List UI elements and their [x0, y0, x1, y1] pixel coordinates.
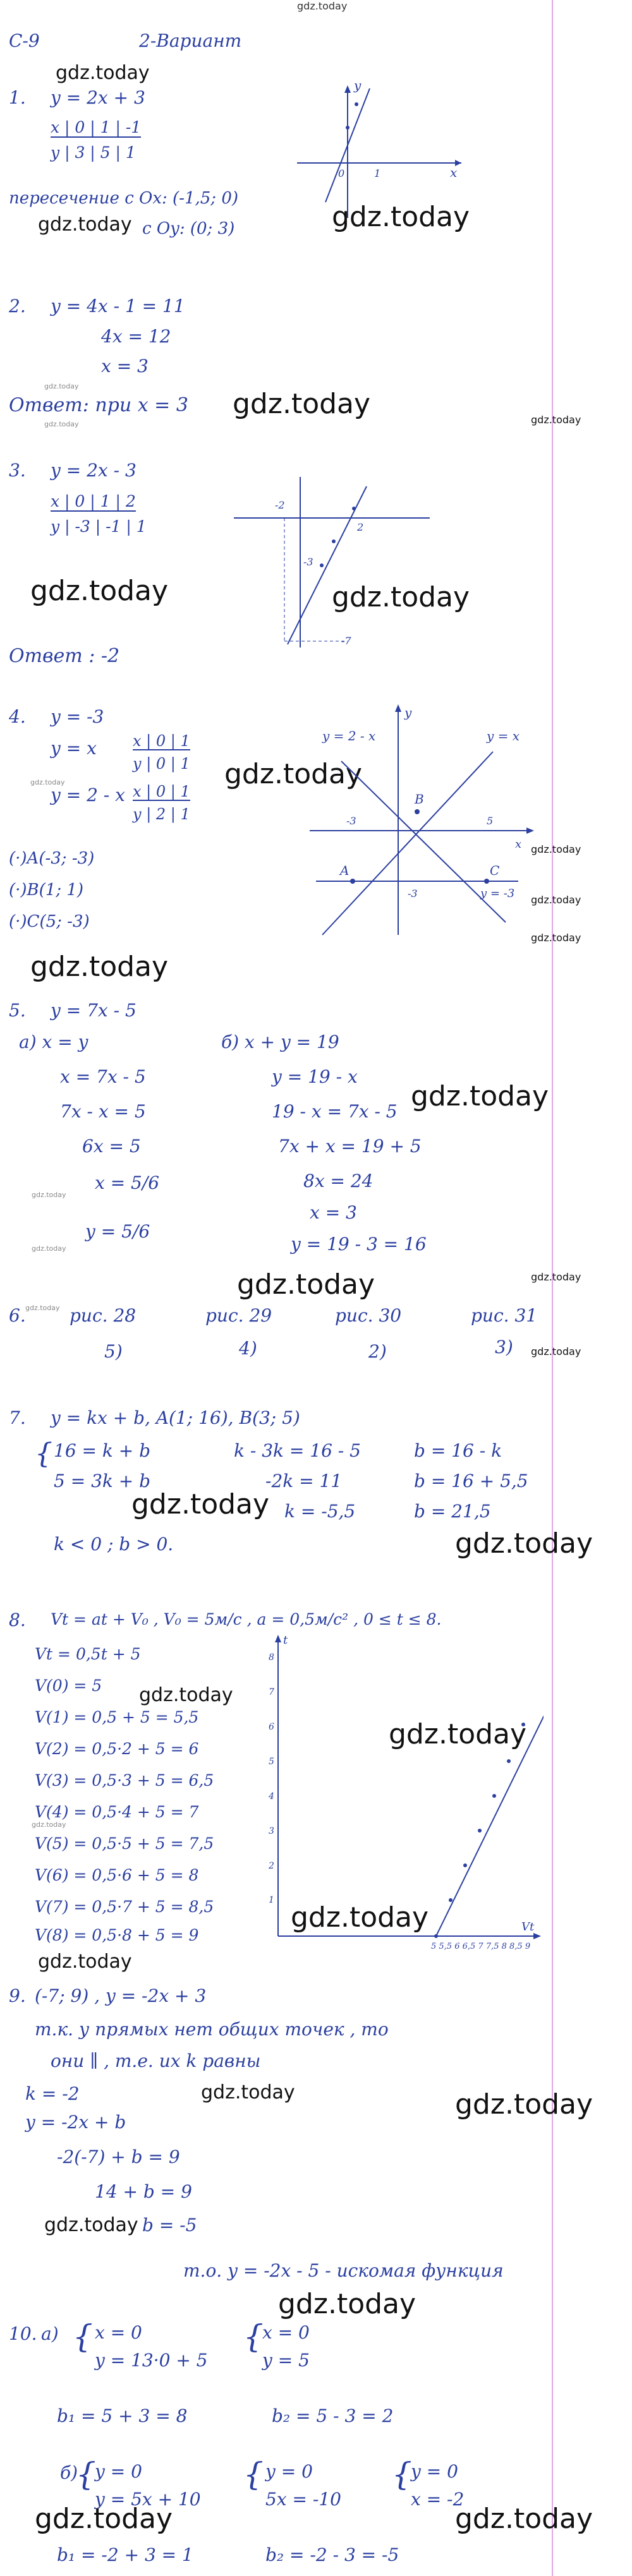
- task10-a-sys4: y = 5: [262, 2350, 310, 2371]
- task5-b-line: 8x = 24: [303, 1171, 374, 1191]
- header-variant: 2-Вариант: [139, 30, 242, 51]
- task8-num: 8.: [9, 1610, 26, 1630]
- task8-graph-x-ticks: 5 5,5 6 6,5 7 7,5 8 8,5 9: [431, 1942, 531, 1951]
- watermark: gdz.today: [531, 932, 581, 944]
- task8-graph-y-tick: 7: [269, 1687, 274, 1697]
- task4-graph-5: 5: [487, 815, 494, 827]
- task1-ox-intersection: пересечение с Ox: (-1,5; 0): [9, 189, 239, 208]
- task10-b-sys6: x = -2: [411, 2489, 465, 2510]
- watermark: gdz.today: [35, 2503, 173, 2535]
- task7-right-line2: b = 16 + 5,5: [414, 1471, 528, 1491]
- task3-graph-2: 2: [357, 521, 364, 533]
- task5-b-line: x = 3: [310, 1202, 357, 1223]
- task10-b2: b₂ = 5 - 3 = 2: [272, 2405, 394, 2426]
- task4-graph-label-y2x: y = 2 - x: [322, 728, 376, 743]
- task7-right-line3: b = 21,5: [414, 1501, 491, 1522]
- task4-line3: y = 2 - x: [51, 785, 125, 805]
- task8-graph-y-tick: 4: [269, 1791, 274, 1802]
- task7-num: 7.: [9, 1407, 26, 1428]
- task9-num: 9.: [9, 1985, 26, 2006]
- task6-answer: 4): [239, 1338, 257, 1359]
- task4-point-c: (·)C(5; -3): [9, 912, 90, 931]
- task1-table-x: x | 0 | 1 | -1: [51, 118, 142, 136]
- task8-graph-y-tick: 2: [269, 1861, 274, 1871]
- task3-table-y: y | -3 | -1 | 1: [51, 517, 147, 536]
- task10-a-label: а): [41, 2323, 59, 2344]
- watermark: gdz.today: [38, 1951, 132, 1973]
- task1-graph-x-label: x: [450, 165, 458, 180]
- task1-equation: y = 2x + 3: [51, 87, 145, 108]
- watermark: gdz.today: [389, 1718, 527, 1750]
- task5-equation: y = 7x - 5: [51, 1000, 137, 1021]
- task6-pic: рис. 28: [70, 1305, 137, 1326]
- watermark: gdz.today: [131, 1488, 270, 1520]
- task8-line: Vt = 0,5t + 5: [35, 1645, 141, 1663]
- task4-table1-y: y | 0 | 1: [133, 755, 190, 773]
- task5-b-line: y = 19 - 3 = 16: [291, 1234, 427, 1255]
- task4-graph-y-label: y: [404, 705, 412, 720]
- task1-oy-intersection: с Oy: (0; 3): [142, 219, 235, 238]
- task1-graph-one: 1: [374, 167, 381, 179]
- task10-b1: b₁ = 5 + 3 = 8: [57, 2405, 188, 2426]
- task1-graph-zero: 0: [338, 167, 345, 179]
- task9-line7: b = -5: [142, 2215, 197, 2236]
- task3-graph-m3: -3: [303, 556, 313, 568]
- task7-right-line1: b = 16 - k: [414, 1440, 502, 1461]
- task8-line: V(2) = 0,5·2 + 5 = 6: [35, 1740, 199, 1758]
- watermark: gdz.today: [531, 1345, 581, 1357]
- task2-line3: x = 3: [101, 356, 149, 376]
- system-brace: {: [243, 2318, 264, 2355]
- watermark: gdz.today: [237, 1268, 375, 1301]
- watermark: gdz.today: [139, 1684, 233, 1706]
- task4-graph: [297, 701, 544, 941]
- watermark: gdz.today: [44, 2214, 138, 2236]
- system-brace: {: [243, 2456, 264, 2493]
- task4-table2-x: x | 0 | 1: [133, 783, 190, 800]
- watermark: gdz.today: [30, 778, 65, 786]
- task9-line2: они ∥ , т.е. их k равны: [51, 2050, 261, 2071]
- task1-graph: [291, 76, 468, 221]
- task7-equation: y = kx + b, A(1; 16), B(3; 5): [51, 1407, 300, 1428]
- task5-a-line: x = 5/6: [95, 1172, 160, 1193]
- task3-graph: [228, 471, 436, 654]
- task9-line1: т.к. у прямых нет общих точек , то: [35, 2019, 389, 2040]
- task10-a-sys1: x = 0: [95, 2322, 142, 2343]
- task8-line: V(3) = 0,5·3 + 5 = 6,5: [35, 1771, 214, 1790]
- task4-graph-m3-x: -3: [346, 815, 356, 827]
- task8-graph-y-label: t: [283, 1634, 288, 1647]
- task9-line6: 14 + b = 9: [95, 2181, 192, 2202]
- task2-line2: 4x = 12: [101, 326, 171, 347]
- task4-graph-label-ym3: y = -3: [480, 887, 515, 900]
- watermark: gdz.today: [278, 2288, 416, 2320]
- task4-graph-c: C: [490, 863, 500, 878]
- task6-pic: рис. 29: [205, 1305, 272, 1326]
- task5-a-line: 6x = 5: [82, 1136, 141, 1157]
- task7-middle-line2: -2k = 11: [265, 1471, 343, 1491]
- task7-conclusion: k < 0 ; b > 0.: [54, 1534, 174, 1555]
- task8-line: V(6) = 0,5·6 + 5 = 8: [35, 1866, 199, 1884]
- watermark: gdz.today: [455, 1527, 593, 1560]
- watermark: gdz.today: [531, 414, 581, 426]
- task4-point-a: (·)A(-3; -3): [9, 849, 95, 868]
- task3-answer: Ответ : -2: [9, 645, 120, 667]
- system-brace: {: [73, 2318, 93, 2355]
- watermark: gdz.today: [44, 420, 79, 428]
- task7-middle-line3: k = -5,5: [284, 1501, 356, 1522]
- task6-num: 6.: [9, 1305, 26, 1326]
- task8-graph-x-label: Vt: [521, 1920, 535, 1934]
- task1-graph-y-label: y: [354, 78, 362, 93]
- task5-b-line: y = 19 - x: [272, 1066, 358, 1087]
- task10-a-sys3: x = 0: [262, 2322, 310, 2343]
- task1-table-y: y | 3 | 5 | 1: [51, 143, 136, 162]
- task8-line: V(5) = 0,5·5 + 5 = 7,5: [35, 1834, 214, 1853]
- task10-a-sys2: y = 13·0 + 5: [95, 2350, 208, 2371]
- watermark: gdz.today: [531, 1271, 581, 1283]
- watermark: gdz.today: [224, 758, 363, 790]
- task10-b-sys3: y = 0: [265, 2461, 313, 2482]
- task7-middle-line1: k - 3k = 16 - 5: [234, 1440, 361, 1461]
- task10-b-sys5: y = 0: [411, 2461, 458, 2482]
- task4-graph-m3-y: -3: [408, 888, 418, 900]
- watermark: gdz.today: [332, 581, 470, 613]
- task6-pic: рис. 30: [335, 1305, 402, 1326]
- watermark: gdz.today: [30, 575, 169, 607]
- task9-header: (-7; 9) , y = -2x + 3: [35, 1985, 207, 2006]
- task6-answer: 3): [495, 1337, 513, 1357]
- task8-line: V(1) = 0,5 + 5 = 5,5: [35, 1708, 199, 1726]
- task5-a-line: x = 7x - 5: [60, 1066, 146, 1087]
- task7-system-line1: 16 = k + b: [54, 1440, 151, 1461]
- task4-line1: y = -3: [51, 706, 104, 727]
- watermark: gdz.today: [56, 62, 150, 84]
- system-brace: {: [392, 2456, 412, 2493]
- task8-line: V(7) = 0,5·7 + 5 = 8,5: [35, 1898, 214, 1916]
- task3-graph-m2: -2: [275, 499, 285, 511]
- watermark: gdz.today: [411, 1080, 549, 1112]
- task5-b-line: 7x + x = 19 + 5: [278, 1136, 422, 1157]
- task4-point-b: (·)B(1; 1): [9, 881, 84, 900]
- system-brace: {: [76, 2456, 96, 2493]
- watermark: gdz.today: [32, 1191, 66, 1199]
- watermark: gdz.today: [455, 2088, 593, 2121]
- task5-a-line: 7x - x = 5: [60, 1101, 146, 1122]
- task2-line1: y = 4x - 1 = 11: [51, 296, 185, 316]
- task9-line3: k = -2: [25, 2083, 80, 2104]
- task8-graph-y-tick: 6: [269, 1722, 274, 1732]
- task8-graph-y-tick: 8: [269, 1652, 274, 1663]
- task9-line5: -2(-7) + b = 9: [57, 2146, 180, 2167]
- margin-line: [552, 0, 553, 2576]
- task6-pic: рис. 31: [471, 1305, 538, 1326]
- task10-b-sys4: 5x = -10: [265, 2489, 341, 2510]
- task10-b4: b₂ = -2 - 3 = -5: [265, 2544, 399, 2565]
- watermark: gdz.today: [455, 2503, 593, 2535]
- task4-line2: y = x: [51, 738, 97, 759]
- task5-num: 5.: [9, 1000, 26, 1021]
- task9-conclusion: т.о. y = -2x - 5 - искомая функция: [183, 2260, 504, 2281]
- watermark: gdz.today: [201, 2081, 295, 2104]
- task4-table1-x: x | 0 | 1: [133, 732, 190, 750]
- watermark: gdz.today: [32, 1821, 66, 1829]
- task4-graph-x-label: x: [515, 838, 522, 851]
- task5-a-line: y = 5/6: [85, 1221, 150, 1242]
- task8-line: V(4) = 0,5·4 + 5 = 7: [35, 1803, 199, 1821]
- task4-graph-a: A: [340, 863, 349, 878]
- task4-table2-y: y | 2 | 1: [133, 805, 190, 823]
- task10-b-label: б): [60, 2462, 78, 2483]
- header-label: С-9: [9, 30, 40, 51]
- watermark: gdz.today: [332, 201, 470, 233]
- task8-graph-y-tick: 1: [269, 1895, 274, 1905]
- task10-b-sys1: y = 0: [95, 2461, 142, 2482]
- task8-header: Vt = at + V₀ , V₀ = 5м/с , a = 0,5м/с² , 0 ≤ t ≤ 8.: [51, 1610, 442, 1628]
- system-brace: {: [35, 1438, 52, 1470]
- task4-graph-label-yx: y = x: [487, 728, 520, 743]
- task5-b-line: б) x + y = 19: [221, 1032, 339, 1052]
- watermark: gdz.today: [297, 0, 348, 12]
- task4-graph-b: B: [415, 791, 424, 807]
- watermark: gdz.today: [531, 894, 581, 906]
- task3-table-x: x | 0 | 1 | 2: [51, 492, 136, 510]
- task7-system-line2: 5 = 3k + b: [54, 1471, 151, 1491]
- task8-graph-y-tick: 3: [269, 1826, 274, 1836]
- task10-b-sys2: y = 5x + 10: [95, 2489, 201, 2510]
- watermark: gdz.today: [233, 388, 371, 420]
- watermark: gdz.today: [38, 214, 132, 236]
- task2-answer: Ответ: при x = 3: [9, 394, 188, 416]
- task8-graph-y-tick: 5: [269, 1757, 274, 1767]
- watermark: gdz.today: [30, 951, 169, 983]
- task3-graph-m7: -7: [341, 635, 351, 647]
- task8-line: V(8) = 0,5·8 + 5 = 9: [35, 1926, 199, 1944]
- task6-answer: 5): [104, 1341, 123, 1362]
- task3-num: 3.: [9, 460, 26, 481]
- task10-b3: b₁ = -2 + 3 = 1: [57, 2544, 193, 2565]
- task5-b-line: 19 - x = 7x - 5: [272, 1101, 398, 1122]
- task1-num: 1.: [9, 87, 26, 108]
- task3-equation: y = 2x - 3: [51, 460, 137, 481]
- task8-line: V(0) = 5: [35, 1676, 102, 1695]
- task4-num: 4.: [9, 706, 26, 727]
- watermark: gdz.today: [44, 382, 79, 390]
- task5-a-line: а) x = y: [19, 1032, 88, 1052]
- task10-num: 10.: [9, 2323, 37, 2344]
- watermark: gdz.today: [291, 1901, 429, 1934]
- task9-line4: y = -2x + b: [25, 2112, 126, 2133]
- task6-answer: 2): [368, 1341, 387, 1362]
- watermark: gdz.today: [25, 1304, 60, 1312]
- watermark: gdz.today: [32, 1244, 66, 1253]
- task2-num: 2.: [9, 296, 26, 316]
- watermark: gdz.today: [531, 843, 581, 855]
